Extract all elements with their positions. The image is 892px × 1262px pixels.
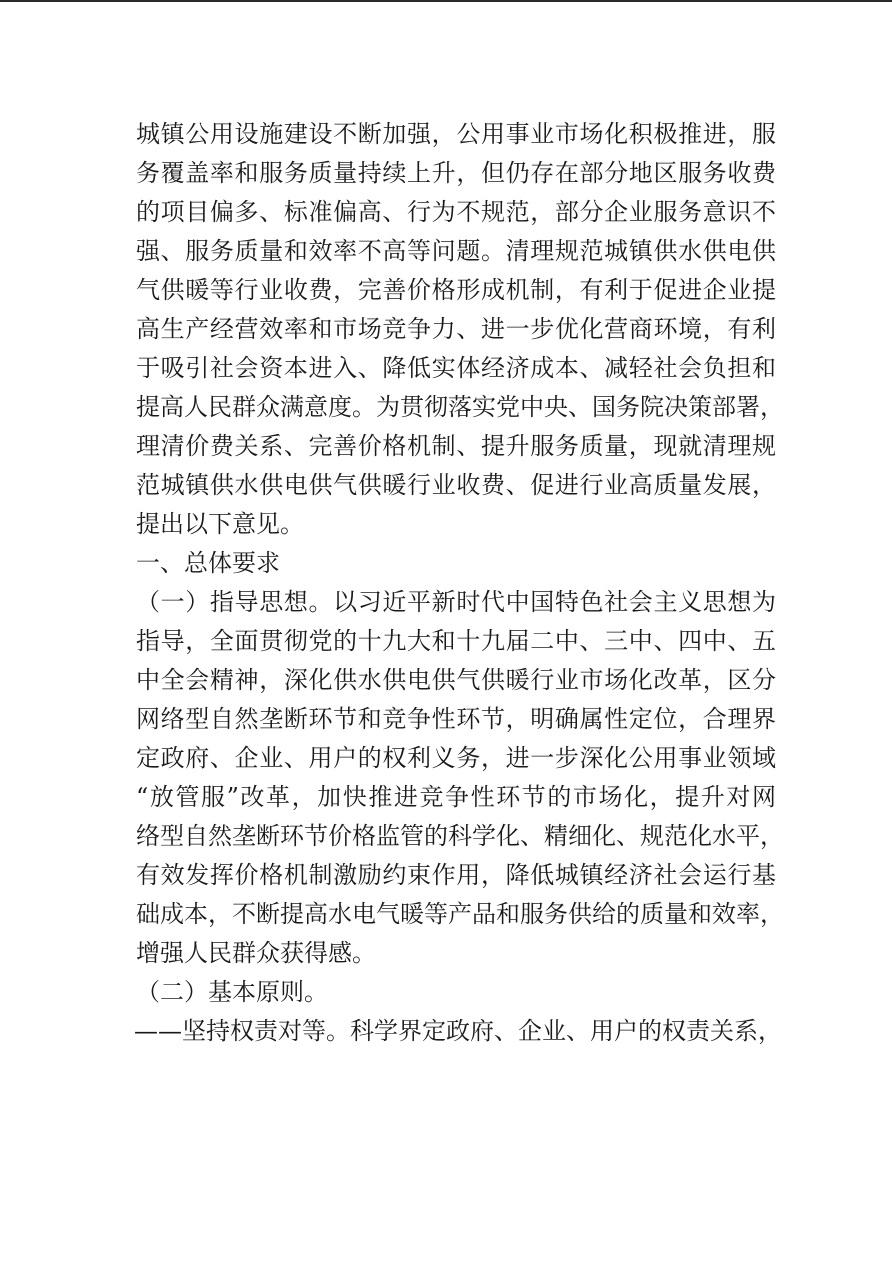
paragraph-line: “放管服”改革，加快推进竞争性环节的市场化，提升对网	[136, 783, 776, 811]
paragraph-line: 的项目偏多、标准偏高、行为不规范，部分企业服务意识不	[136, 198, 776, 226]
paragraph-line: 强、服务质量和效率不高等问题。清理规范城镇供水供电供	[136, 237, 776, 265]
paragraph-line: 础成本，不断提高水电气暖等产品和服务供给的质量和效率，	[136, 900, 784, 928]
paragraph-last-line: 提出以下意见。	[136, 510, 304, 538]
subsection-heading: （二）基本原则。	[136, 978, 328, 1006]
paragraph-line: 中全会精神，深化供水供电供气供暖行业市场化改革，区分	[136, 666, 776, 694]
paragraph-line: 络型自然垄断环节价格监管的科学化、精细化、规范化水平，	[136, 822, 784, 850]
paragraph-line: 定政府、企业、用户的权利义务，进一步深化公用事业领域	[136, 744, 776, 772]
paragraph-line: 城镇公用设施建设不断加强，公用事业市场化积极推进，服	[136, 120, 776, 148]
paragraph-line: 气供暖等行业收费，完善价格形成机制，有利于促进企业提	[136, 276, 776, 304]
paragraph-last-line: 增强人民群众获得感。	[136, 939, 376, 967]
paragraph-line: 于吸引社会资本进入、降低实体经济成本、减轻社会负担和	[136, 354, 776, 382]
paragraph-line: 指导，全面贯彻党的十九大和十九届二中、三中、四中、五	[136, 627, 776, 655]
paragraph-line: 理清价费关系、完善价格机制、提升服务质量，现就清理规	[136, 432, 776, 460]
paragraph-line: 范城镇供水供电供气供暖行业收费、促进行业高质量发展，	[136, 471, 776, 499]
document-body	[134, 115, 784, 1051]
page-top-border	[0, 0, 892, 2]
paragraph-line: 高生产经营效率和市场竞争力、进一步优化营商环境，有利	[136, 315, 776, 343]
paragraph-line: （一）指导思想。以习近平新时代中国特色社会主义思想为	[136, 588, 776, 616]
paragraph-line: 提高人民群众满意度。为贯彻落实党中央、国务院决策部署，	[136, 393, 784, 421]
paragraph-line: 有效发挥价格机制激励约束作用，降低城镇经济社会运行基	[136, 861, 776, 889]
paragraph-line: 网络型自然垄断环节和竞争性环节，明确属性定位，合理界	[136, 705, 776, 733]
paragraph-line: 务覆盖率和服务质量持续上升，但仍存在部分地区服务收费	[136, 159, 776, 187]
principle-line: ——坚持权责对等。科学界定政府、企业、用户的权责关系，	[134, 1017, 782, 1045]
section-heading: 一、总体要求	[136, 549, 280, 577]
